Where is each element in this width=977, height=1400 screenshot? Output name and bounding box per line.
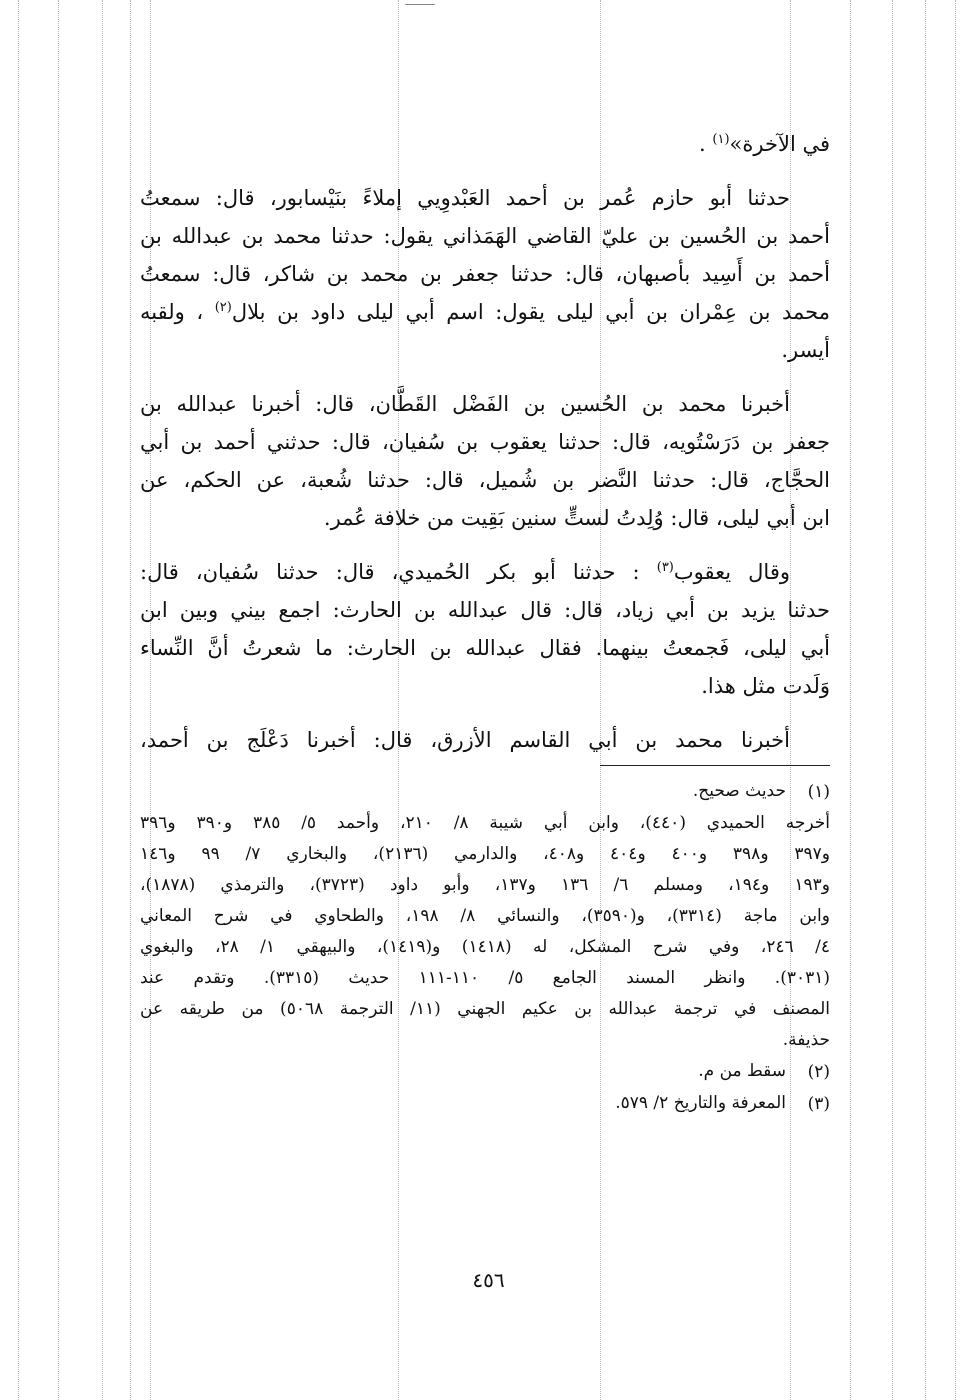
- footnote-line: (٣٠٣١). وانظر المسند الجامع ٥/ ١١٠-١١١ حديث (٣٣١٥). وتقدم عند: [140, 968, 831, 988]
- text-span: وقال يعقوب: [673, 560, 791, 584]
- footnote-line: المعرفة والتاريخ ٢/ ٥٧٩.: [615, 1093, 786, 1113]
- footnote-marker: (٢): [214, 300, 232, 315]
- footnote-marker: (٣): [656, 560, 674, 575]
- page-number: ٤٥٦: [472, 1268, 505, 1292]
- text-line: [140, 293, 830, 331]
- footnote-line: سقط من م.: [698, 1061, 786, 1081]
- text-line: جعفر بن دَرَسْتُويه، قال: حدثنا يعقوب بن سُفيان، قال: حدثني أحمد بن أبي: [140, 430, 830, 454]
- text-line: أحمد بن أَسِيد بأصبهان، قال: حدثنا جعفر بن محمد بن شاكر، قال: سمعتُ: [140, 262, 830, 286]
- text-line: حدثنا يزيد بن أبي زياد، قال: قال عبدالله بن الحارث: اجمع بيني وبين ابن: [140, 598, 830, 622]
- paragraph-3: [140, 385, 830, 537]
- text-span: محمد بن عِمْران بن أبي ليلى يقول: اسم أبي ليلى داود بن بلال: [231, 300, 830, 324]
- scan-line: [58, 0, 59, 1400]
- text-line: وَلَدت مثل هذا.: [701, 674, 830, 698]
- footnote-3: [140, 1088, 830, 1120]
- footnote-separator: [600, 765, 830, 766]
- text-line: أبي ليلى، فَجمعتُ بينهما. فقال عبدالله بن الحارث: ما شعرتُ أنَّ النِّساء: [140, 636, 830, 660]
- paragraph-4: [140, 553, 830, 705]
- footnote-line: المصنف في ترجمة عبدالله بن عكيم الجهني (١١/ الترجمة ٥٠٦٨) من طريقه عن: [140, 999, 830, 1019]
- paragraph-5: [140, 721, 830, 759]
- footnote-line: وابن ماجة (٣٣١٤)، و(٣٥٩٠)، والنسائي ٨/ ١٩٨، والطحاوي في شرح المعاني: [140, 906, 830, 926]
- text-span: : حدثنا أبو بكر الحُميدي، قال: حدثنا سُفيان، قال:: [140, 560, 640, 584]
- footnote-number: (١): [807, 782, 830, 802]
- footnote-line: حذيفة.: [782, 1030, 830, 1050]
- scan-line: [850, 0, 851, 1400]
- scan-line: [130, 0, 131, 1400]
- footnote-line: حديث صحيح.: [692, 781, 786, 801]
- text-line: الحجَّاج، قال: حدثنا النَّضر بن شُميل، قال: حدثنا شُعبة، عن الحكم، عن: [140, 468, 830, 492]
- paragraph-2: [140, 179, 830, 369]
- paragraph-1: [140, 125, 830, 163]
- text-line: [140, 125, 830, 163]
- scan-line: [955, 0, 956, 1400]
- footnote-number: (٢): [807, 1062, 830, 1082]
- text-span: ، ولقبه: [140, 300, 204, 324]
- text-span: .: [699, 132, 706, 156]
- text-line: حدثنا أبو حازم عُمر بن أحمد العَبْدوِيي إملاءً بنَيْسابور، قال: سمعتُ: [140, 186, 790, 210]
- footnote-marker: (١): [712, 132, 730, 147]
- footnote-body: [140, 1088, 786, 1120]
- footnote-number: (٣): [807, 1094, 830, 1114]
- scan-line: [925, 0, 926, 1400]
- footnote-2: [140, 1056, 830, 1088]
- top-mark: [405, 4, 435, 5]
- scan-line: [102, 0, 103, 1400]
- footnotes: [140, 776, 830, 1120]
- footnote-line: أخرجه الحميدي (٤٤٠)، وابن أبي شيبة ٨/ ٢١٠، وأحمد ٥/ ٣٨٥ و٣٩٠ و٣٩٦: [140, 813, 830, 833]
- text-line: أخبرنا محمد بن أبي القاسم الأزرق، قال: أخبرنا دَعْلَج بن أحمد،: [140, 728, 790, 752]
- text-line: ابن أبي ليلى، قال: وُلِدتُ لستٍّ سنين بَقِيت من خلافة عُمر.: [323, 506, 830, 530]
- text-span: في الآخرة»: [729, 132, 830, 156]
- text-line: أحمد بن الحُسين بن عليّ القاضي الهَمَذاني يقول: حدثنا محمد بن عبدالله بن: [140, 224, 830, 248]
- scan-line: [18, 0, 19, 1400]
- footnote-line: و٣٩٧ و٣٩٨ و٤٠٠ و٤٠٤ و٤٠٨، والدارمي (٢١٣٦)، والبخاري ٧/ ٩٩ و١٤٦: [140, 844, 830, 864]
- footnote-line: و١٩٣ و١٩٤، ومسلم ٦/ ١٣٦ و١٣٧، وأبو داود (٣٧٢٣)، والترمذي (١٨٧٨)،: [140, 875, 830, 895]
- footnote-body: [140, 776, 786, 808]
- page-body: [140, 125, 830, 1120]
- text-line: أخبرنا محمد بن الحُسين بن الفَضْل القَطَّان، قال: أخبرنا عبدالله بن: [140, 392, 790, 416]
- footnote-line: ٤/ ٢٤٦، وفي شرح المشكل، له (١٤١٨) و(١٤١٩)، والبيهقي ١/ ٢٨، والبغوي: [140, 937, 830, 957]
- footnote-1-continuation: [140, 808, 830, 1056]
- footnote-body: [140, 1056, 786, 1088]
- text-line: [140, 553, 830, 591]
- scan-line: [892, 0, 893, 1400]
- text-line: أيسر.: [781, 338, 830, 362]
- footnote-1: [140, 776, 830, 808]
